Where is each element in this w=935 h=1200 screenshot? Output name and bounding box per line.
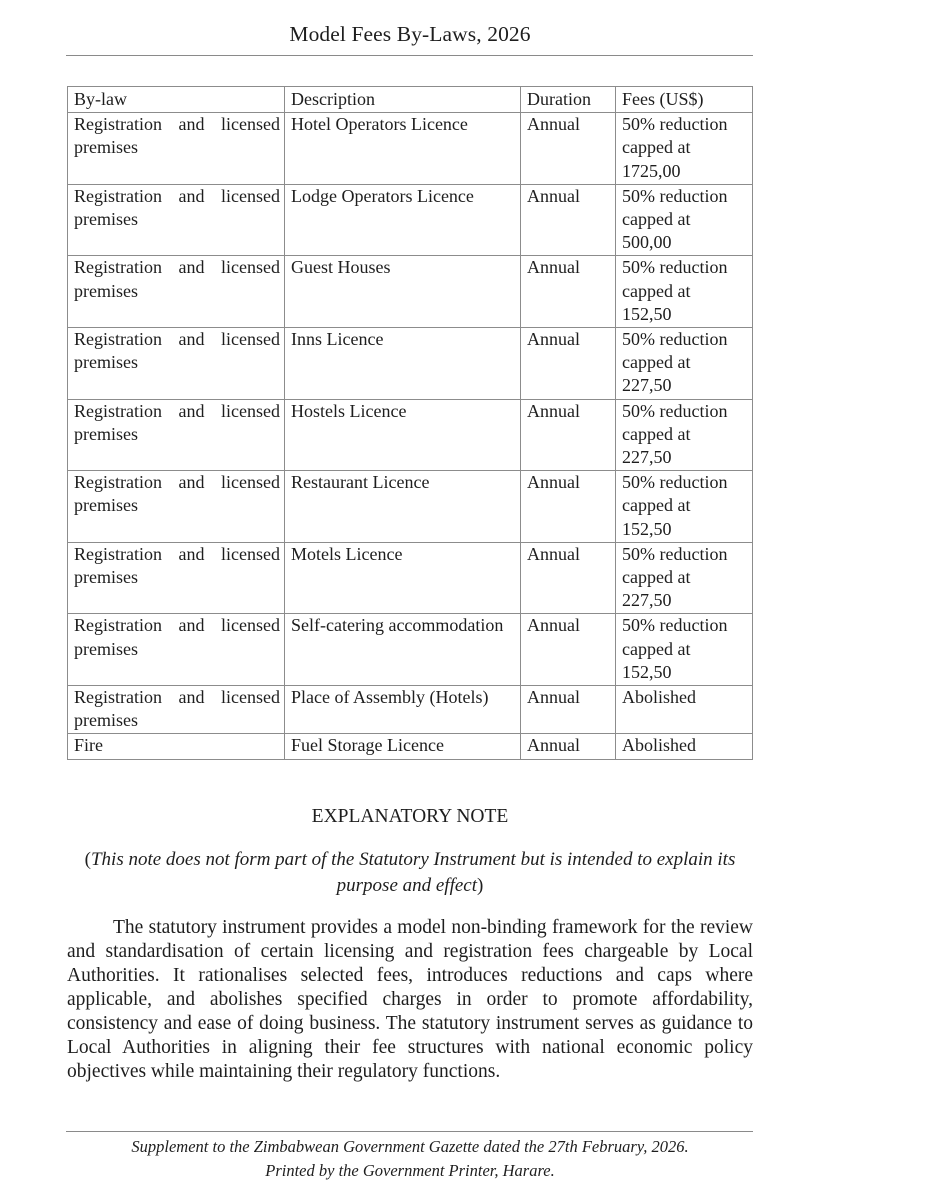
- fee-line: capped at: [622, 280, 691, 301]
- cell-fee: [616, 471, 753, 543]
- table-row: [68, 256, 753, 328]
- subtitle-open-paren: (: [84, 849, 91, 870]
- cell-bylaw: Registration and licensed premises: [68, 542, 285, 614]
- cell-fee: [616, 542, 753, 614]
- cell-duration: Annual: [521, 113, 616, 185]
- column-header-bylaw: By-law: [68, 87, 285, 113]
- fee-line: 50% reduction: [622, 185, 728, 206]
- table-row: [68, 113, 753, 185]
- fee-line: 50% reduction: [622, 329, 728, 350]
- fee-line: Abolished: [622, 735, 696, 756]
- table-row: [68, 184, 753, 256]
- table-row: [68, 399, 753, 471]
- fee-line: 227,50: [622, 447, 672, 468]
- cell-bylaw: Registration and licensed premises: [68, 614, 285, 686]
- cell-duration: Annual: [521, 471, 616, 543]
- table-row: [68, 542, 753, 614]
- cell-description: Motels Licence: [285, 542, 521, 614]
- fee-line: 1725,00: [622, 160, 681, 181]
- fee-line: 152,50: [622, 661, 672, 682]
- explanatory-note-subtitle: [70, 847, 750, 899]
- cell-fee: [616, 184, 753, 256]
- table-row: [68, 734, 753, 759]
- explanatory-note-heading: EXPLANATORY NOTE: [311, 806, 509, 827]
- footer-printer-line: Printed by the Government Printer, Harare.: [265, 1161, 555, 1180]
- cell-fee: [616, 734, 753, 759]
- cell-bylaw: Registration and licensed premises: [68, 113, 285, 185]
- fee-line: 227,50: [622, 590, 672, 611]
- cell-description: Hotel Operators Licence: [285, 113, 521, 185]
- column-header-description: Description: [285, 87, 521, 113]
- column-header-fees: Fees (US$): [616, 87, 753, 113]
- cell-duration: Annual: [521, 614, 616, 686]
- cell-duration: Annual: [521, 256, 616, 328]
- cell-duration: Annual: [521, 328, 616, 400]
- cell-bylaw: Registration and licensed premises: [68, 686, 285, 734]
- page-title: Model Fees By-Laws, 2026: [289, 22, 531, 46]
- fee-line: 227,50: [622, 375, 672, 396]
- cell-fee: [616, 256, 753, 328]
- footer-divider: [66, 1131, 753, 1132]
- fees-table: [67, 86, 753, 760]
- table-row: [68, 614, 753, 686]
- fee-line: 500,00: [622, 232, 672, 253]
- table-row: [68, 328, 753, 400]
- cell-fee: [616, 614, 753, 686]
- fee-line: 50% reduction: [622, 400, 728, 421]
- fee-line: 50% reduction: [622, 615, 728, 636]
- explanatory-note-body: The statutory instrument provides a model non-binding framework for the review and standardisation of certain licensing and registration fees chargeable by Local Authorities. It rationalises selected fees, introduces reductions and caps where applicable, and abolishes specified charges in order to promote affordability, consistency and ease of doing business. The statutory instrument serves as guidance to Local Authorities in aligning their fee structures with national economic policy objectives while maintaining their regulatory functions.: [67, 917, 753, 1082]
- fee-line: capped at: [622, 638, 691, 659]
- cell-description: Restaurant Licence: [285, 471, 521, 543]
- cell-fee: [616, 686, 753, 734]
- fee-line: capped at: [622, 423, 691, 444]
- fee-line: 152,50: [622, 303, 672, 324]
- cell-description: Fuel Storage Licence: [285, 734, 521, 759]
- subtitle-close-paren: ): [477, 875, 484, 896]
- cell-description: Self-catering accommodation: [285, 614, 521, 686]
- fee-line: 152,50: [622, 518, 672, 539]
- cell-duration: Annual: [521, 184, 616, 256]
- fee-line: capped at: [622, 209, 691, 230]
- cell-bylaw: Fire: [68, 734, 285, 759]
- cell-duration: Annual: [521, 399, 616, 471]
- cell-fee: [616, 328, 753, 400]
- fee-line: capped at: [622, 495, 691, 516]
- table-row: [68, 471, 753, 543]
- fee-line: capped at: [622, 137, 691, 158]
- fee-line: Abolished: [622, 687, 696, 708]
- footer-gazette-line: Supplement to the Zimbabwean Government Gazette dated the 27th February, 2026.: [131, 1137, 689, 1156]
- footer: [0, 1135, 820, 1183]
- fee-line: capped at: [622, 567, 691, 588]
- table-body: [68, 113, 753, 759]
- cell-fee: [616, 399, 753, 471]
- cell-description: Inns Licence: [285, 328, 521, 400]
- table-header-row: [68, 87, 753, 113]
- fee-line: 50% reduction: [622, 114, 728, 135]
- cell-bylaw: Registration and licensed premises: [68, 399, 285, 471]
- fee-line: 50% reduction: [622, 472, 728, 493]
- cell-duration: Annual: [521, 734, 616, 759]
- cell-bylaw: Registration and licensed premises: [68, 256, 285, 328]
- header-divider: [66, 55, 753, 56]
- cell-duration: Annual: [521, 686, 616, 734]
- table-row: [68, 686, 753, 734]
- fee-line: 50% reduction: [622, 543, 728, 564]
- cell-description: Guest Houses: [285, 256, 521, 328]
- cell-description: Place of Assembly (Hotels): [285, 686, 521, 734]
- fee-line: capped at: [622, 352, 691, 373]
- cell-bylaw: Registration and licensed premises: [68, 471, 285, 543]
- column-header-duration: Duration: [521, 87, 616, 113]
- cell-bylaw: Registration and licensed premises: [68, 328, 285, 400]
- cell-bylaw: Registration and licensed premises: [68, 184, 285, 256]
- cell-description: Lodge Operators Licence: [285, 184, 521, 256]
- fee-line: 50% reduction: [622, 257, 728, 278]
- subtitle-text: This note does not form part of the Statutory Instrument but is intended to explain its purpose and effect: [90, 849, 736, 896]
- cell-description: Hostels Licence: [285, 399, 521, 471]
- cell-fee: [616, 113, 753, 185]
- cell-duration: Annual: [521, 542, 616, 614]
